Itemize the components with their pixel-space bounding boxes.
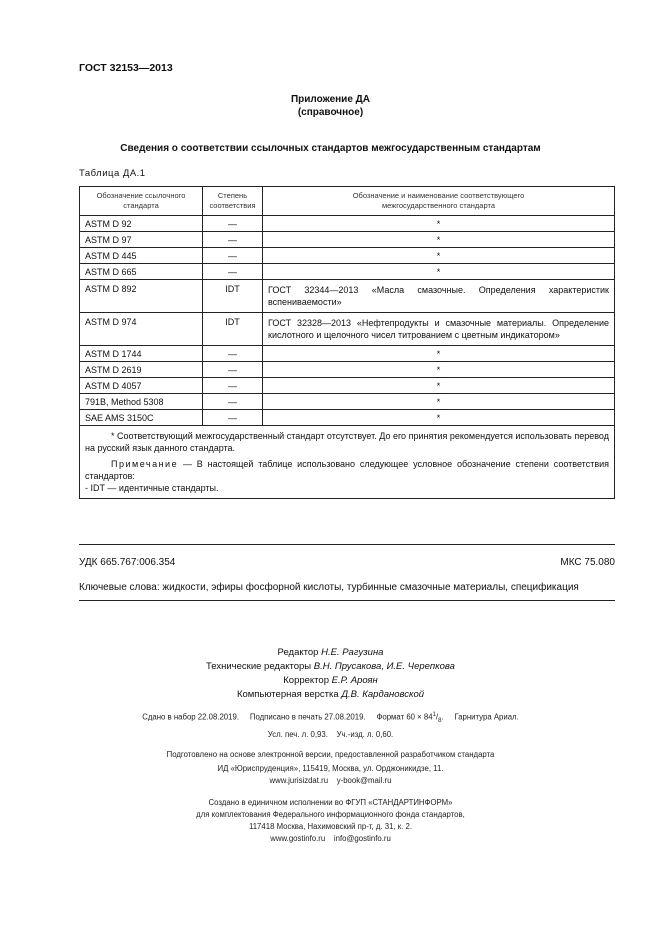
cell-std: * (263, 248, 615, 264)
note-text: — В настоящей таблице использовано следующее условное обозначение степени соответствия стандартов: (85, 459, 609, 481)
publisher-address: ИД «Юриспруденция», 115419, Москва, ул. Орджоникидзе, 11. (217, 764, 444, 773)
cell-std: * (263, 264, 615, 280)
cell-degree: — (203, 378, 263, 394)
cell-std: * (263, 346, 615, 362)
annex-subtitle: (справочное) (297, 107, 364, 118)
cell-degree: — (203, 248, 263, 264)
table-row (80, 410, 615, 426)
cell-ref: ASTM D 892 (80, 280, 203, 313)
table-row (80, 264, 615, 280)
print-line-1: Сдано в набор 22.08.2019. Подписано в печать 27.08.2019. Формат $60 \times 84^1/_8$. Гарнитура Ариал. (142, 712, 519, 725)
cell-degree: — (203, 362, 263, 378)
cell-ref: ASTM D 1744 (80, 346, 203, 362)
print-line-2: Усл. печ. л. 0,93. Уч.-изд. л. 0,60. (267, 730, 394, 740)
note-item: - IDT — идентичные стандарты. (85, 483, 219, 493)
standartinform-contacts: www.gostinfo.ru info@gostinfo.ru (270, 834, 391, 843)
print-line-3: Подготовлено на основе электронной версии, предоставленной разработчиком стандарта (166, 750, 495, 760)
cell-degree: IDT (203, 280, 263, 313)
table-caption: Таблица ДА.1 (79, 168, 146, 179)
table-row (80, 346, 615, 362)
annex-title: Приложение ДА (290, 94, 371, 105)
cell-std: * (263, 410, 615, 426)
standartinform-info (0, 797, 661, 845)
cell-ref: SAE AMS 3150C (80, 410, 203, 426)
table-footnote: * Соответствующий межгосударственный стандарт отсутствует. До его принятия рекомендуется использовать перевод на русский язык данного стандарта. (85, 431, 609, 453)
cell-std: * (263, 394, 615, 410)
standartinform-line-2: для комплектования Федерального информационного фонда стандартов, (196, 810, 465, 819)
udk-code: УДК 665.767:006.354 (79, 557, 176, 568)
table-footer (80, 426, 615, 499)
credit-layout: Компьютерная верстка Д.В. Кардановской (236, 689, 425, 700)
cell-ref: ASTM D 4057 (80, 378, 203, 394)
table-row (80, 362, 615, 378)
cell-degree: IDT (203, 313, 263, 346)
cell-degree: — (203, 410, 263, 426)
cell-std: * (263, 362, 615, 378)
column-header-degree: Степень соответствия (203, 187, 263, 216)
cell-std: * (263, 378, 615, 394)
cell-degree: — (203, 216, 263, 232)
note-label: Примечание (111, 459, 179, 469)
column-header-ref: Обозначение ссылочного стандарта (80, 187, 203, 216)
credits-block (0, 646, 661, 702)
cell-std: ГОСТ 32344—2013 «Масла смазочные. Определения характеристик вспениваемости» (263, 280, 615, 313)
credit-editor: Редактор Н.Е. Рагузина (277, 647, 384, 658)
credit-tech-editors: Технические редакторы В.Н. Прусакова, И.Е. Черепкова (206, 661, 455, 672)
cell-ref: 791B, Method 5308 (80, 394, 203, 410)
correspondence-table (79, 186, 615, 499)
standartinform-line-3: 117418 Москва, Нахимовский пр-т, д. 31, к. 2. (248, 822, 413, 831)
table-row (80, 313, 615, 346)
cell-ref: ASTM D 974 (80, 313, 203, 346)
table-row (80, 378, 615, 394)
divider-line (79, 544, 615, 545)
table-row (80, 216, 615, 232)
cell-std: * (263, 232, 615, 248)
cell-ref: ASTM D 97 (80, 232, 203, 248)
document-code: ГОСТ 32153—2013 (79, 62, 173, 74)
section-title: Сведения о соответствии ссылочных стандартов межгосударственным стандартам (120, 143, 541, 154)
cell-degree: — (203, 232, 263, 248)
credit-corrector: Корректор Е.Р. Ароян (283, 675, 378, 686)
cell-ref: ASTM D 92 (80, 216, 203, 232)
cell-degree: — (203, 264, 263, 280)
standartinform-line-1: Создано в единичном исполнении во ФГУП «СТАНДАРТИНФОРМ» (208, 798, 453, 807)
cell-std: * (263, 216, 615, 232)
cell-degree: — (203, 394, 263, 410)
table-row (80, 248, 615, 264)
mks-code: МКС 75.080 (560, 557, 615, 568)
table-row (80, 232, 615, 248)
cell-ref: ASTM D 665 (80, 264, 203, 280)
print-info (0, 709, 661, 761)
cell-ref: ASTM D 445 (80, 248, 203, 264)
keywords: Ключевые слова: жидкости, эфиры фосфорной кислоты, турбинные смазочные материалы, спецификация (79, 582, 579, 593)
cell-std: ГОСТ 32328—2013 «Нефтепродукты и смазочные материалы. Определение кислотного и щелочного чисел титрованием с цветным индикатором» (263, 313, 615, 346)
table-footer-row (80, 426, 615, 499)
publisher-info (0, 763, 661, 787)
table-row (80, 280, 615, 313)
publisher-contacts: www.jurisizdat.ru y-book@mail.ru (269, 776, 392, 785)
divider-line (79, 600, 615, 601)
table-note (85, 458, 609, 482)
cell-ref: ASTM D 2619 (80, 362, 203, 378)
cell-degree: — (203, 346, 263, 362)
table-row (80, 394, 615, 410)
annex-heading (0, 93, 661, 119)
column-header-std: Обозначение и наименование соответствующего межгосударственного стандарта (263, 187, 615, 216)
table-header-row (80, 187, 615, 216)
